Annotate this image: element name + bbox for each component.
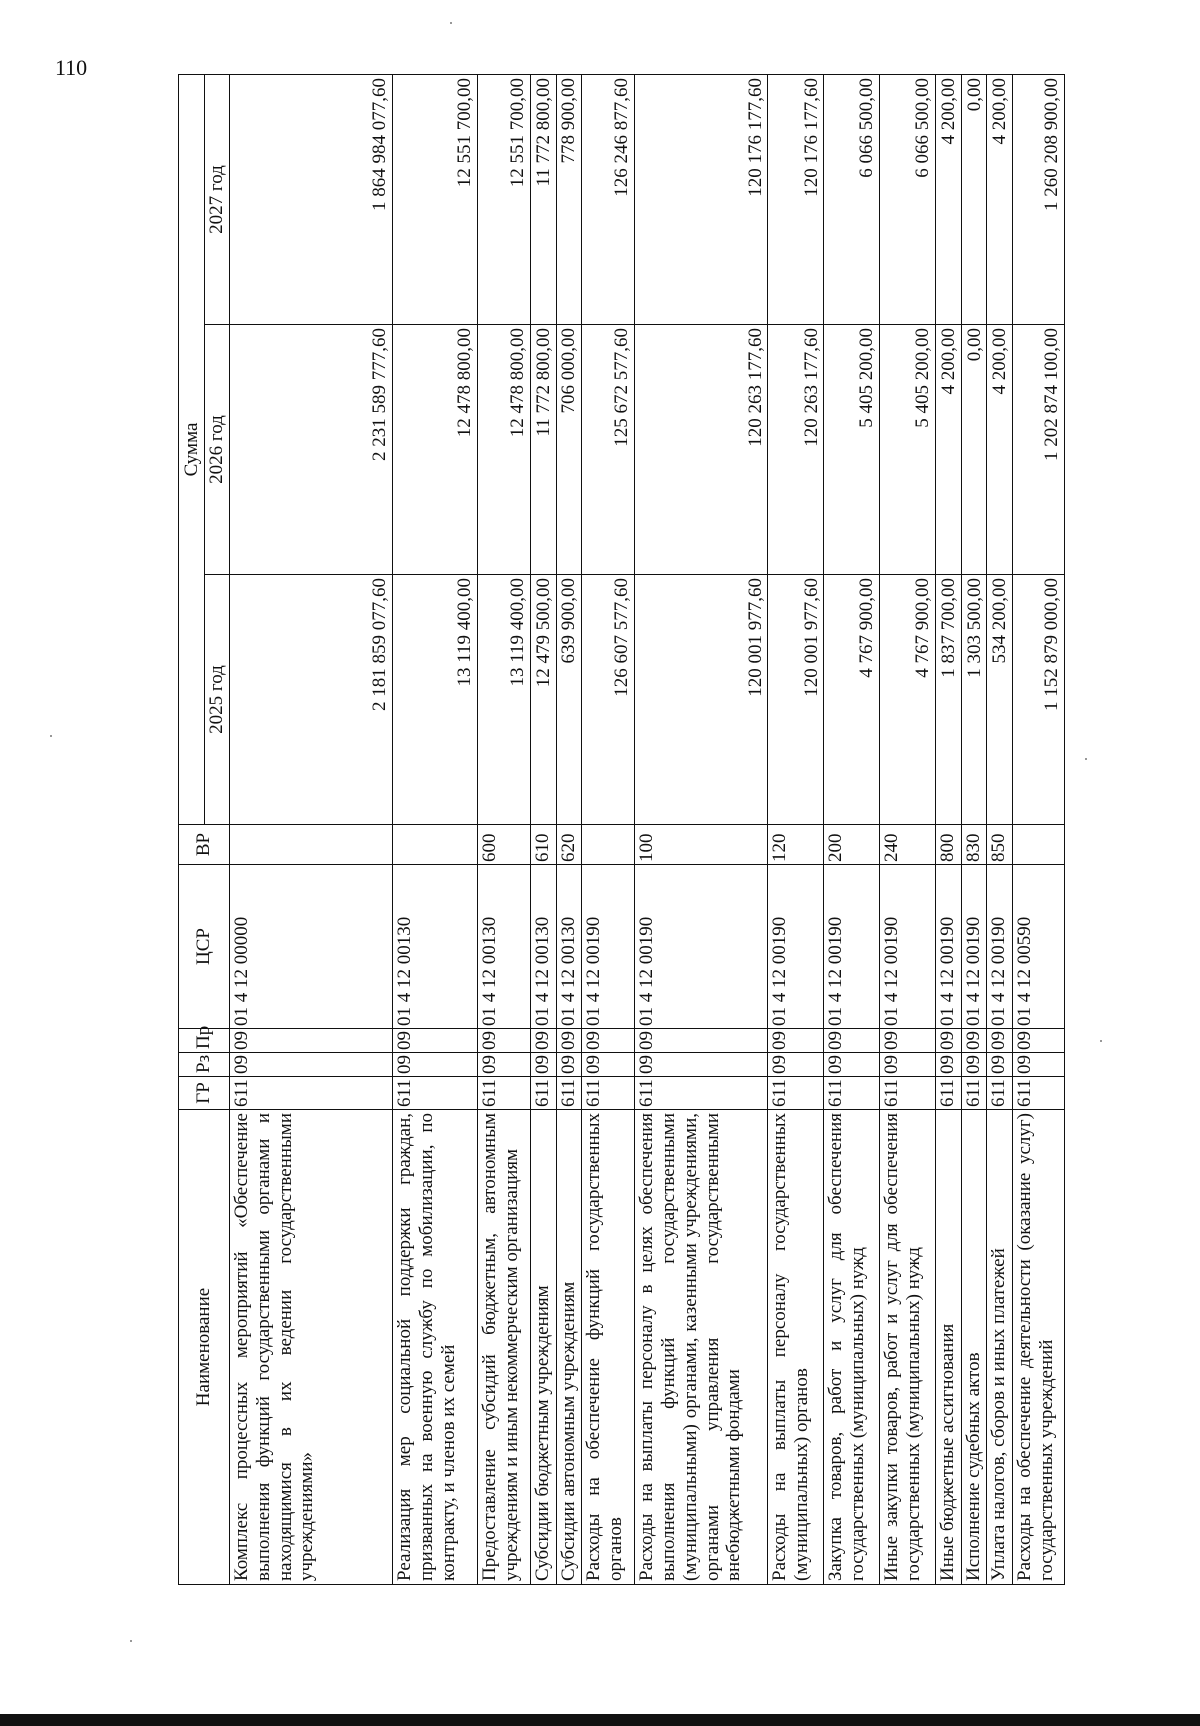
- cell-gr: 611: [530, 1077, 556, 1110]
- cell-pr: 09: [582, 1029, 635, 1053]
- cell-pr: 09: [936, 1029, 962, 1053]
- cell-pr: 09: [1013, 1029, 1065, 1053]
- cell-gr: 611: [556, 1077, 582, 1110]
- cell-name: Субсидии бюджетным учреждениям: [530, 1110, 556, 1585]
- cell-amount-2025: 639 900,00: [556, 575, 582, 825]
- cell-amount-2027: 120 176 177,60: [768, 74, 824, 324]
- cell-gr: 611: [229, 1077, 392, 1110]
- header-csr: ЦСР: [179, 865, 230, 1029]
- cell-amount-2027: 1 260 208 900,00: [1013, 74, 1065, 324]
- table-row: [880, 74, 936, 1584]
- cell-name: Уплата налогов, сборов и иных платежей: [987, 1110, 1013, 1585]
- cell-amount-2027: 4 200,00: [987, 74, 1013, 324]
- cell-amount-2025: 2 181 859 077,60: [229, 575, 392, 825]
- cell-pr: 09: [478, 1029, 531, 1053]
- cell-rz: 09: [478, 1053, 531, 1077]
- cell-csr: 01 4 12 00190: [961, 865, 987, 1029]
- header-year-2027: 2027 год: [205, 74, 230, 324]
- cell-csr: 01 4 12 00190: [635, 865, 768, 1029]
- header-year-2025: 2025 год: [205, 575, 230, 825]
- table-header: [179, 74, 230, 1584]
- cell-vr: [1013, 825, 1065, 865]
- cell-rz: 09: [229, 1053, 392, 1077]
- scan-speck: [450, 22, 452, 24]
- cell-amount-2027: 4 200,00: [936, 74, 962, 324]
- cell-amount-2026: 5 405 200,00: [880, 325, 936, 575]
- cell-amount-2025: 126 607 577,60: [582, 575, 635, 825]
- header-sum: Сумма: [179, 74, 205, 824]
- cell-amount-2025: 4 767 900,00: [824, 575, 880, 825]
- cell-pr: 09: [987, 1029, 1013, 1053]
- cell-amount-2026: 120 263 177,60: [635, 325, 768, 575]
- budget-table-container: [178, 75, 1065, 1585]
- scan-speck: [130, 1640, 132, 1642]
- table-row: [229, 74, 392, 1584]
- cell-csr: 01 4 12 00130: [530, 865, 556, 1029]
- cell-vr: 830: [961, 825, 987, 865]
- cell-name: Расходы на обеспечение функций государственных органов: [582, 1110, 635, 1585]
- cell-pr: 09: [768, 1029, 824, 1053]
- cell-name: Закупка товаров, работ и услуг для обеспечения государственных (муниципальных) нужд: [824, 1110, 880, 1585]
- cell-vr: [393, 825, 478, 865]
- cell-amount-2027: 0,00: [961, 74, 987, 324]
- cell-amount-2027: 1 864 984 077,60: [229, 74, 392, 324]
- budget-table: [178, 74, 1065, 1585]
- cell-amount-2026: 12 478 800,00: [393, 325, 478, 575]
- cell-amount-2027: 6 066 500,00: [880, 74, 936, 324]
- cell-vr: 620: [556, 825, 582, 865]
- cell-amount-2027: 12 551 700,00: [478, 74, 531, 324]
- cell-amount-2026: 5 405 200,00: [824, 325, 880, 575]
- cell-amount-2026: 0,00: [961, 325, 987, 575]
- cell-amount-2027: 126 246 877,60: [582, 74, 635, 324]
- cell-name: Расходы на обеспечение деятельности (оказание услуг) государственных учреждений: [1013, 1110, 1065, 1585]
- table-row: [987, 74, 1013, 1584]
- cell-vr: 100: [635, 825, 768, 865]
- cell-amount-2025: 13 119 400,00: [393, 575, 478, 825]
- cell-pr: 09: [824, 1029, 880, 1053]
- table-row: [768, 74, 824, 1584]
- cell-amount-2026: 4 200,00: [987, 325, 1013, 575]
- cell-csr: 01 4 12 00190: [987, 865, 1013, 1029]
- table-row: [478, 74, 531, 1584]
- cell-gr: 611: [880, 1077, 936, 1110]
- scan-speck: [50, 735, 52, 737]
- cell-amount-2025: 4 767 900,00: [880, 575, 936, 825]
- table-row: [1013, 74, 1065, 1584]
- cell-csr: 01 4 12 00190: [936, 865, 962, 1029]
- cell-pr: 09: [229, 1029, 392, 1053]
- cell-csr: 01 4 12 00590: [1013, 865, 1065, 1029]
- header-gr: ГР: [179, 1077, 230, 1110]
- cell-rz: 09: [824, 1053, 880, 1077]
- cell-amount-2026: 1 202 874 100,00: [1013, 325, 1065, 575]
- cell-amount-2025: 12 479 500,00: [530, 575, 556, 825]
- cell-csr: 01 4 12 00190: [768, 865, 824, 1029]
- cell-amount-2026: 125 672 577,60: [582, 325, 635, 575]
- cell-gr: 611: [987, 1077, 1013, 1110]
- cell-name: Комплекс процессных мероприятий «Обеспечение выполнения функций государственными органами и находящимися в их ведении государственными учреждениями»: [229, 1110, 392, 1585]
- cell-csr: 01 4 12 00130: [393, 865, 478, 1029]
- cell-pr: 09: [635, 1029, 768, 1053]
- cell-gr: 611: [824, 1077, 880, 1110]
- cell-rz: 09: [936, 1053, 962, 1077]
- cell-vr: [582, 825, 635, 865]
- cell-gr: 611: [768, 1077, 824, 1110]
- cell-amount-2026: 2 231 589 777,60: [229, 325, 392, 575]
- cell-amount-2025: 13 119 400,00: [478, 575, 531, 825]
- cell-name: Реализация мер социальной поддержки граждан, призванных на военную службу по мобилизации, по контракту, и членов их семей: [393, 1110, 478, 1585]
- cell-gr: 611: [1013, 1077, 1065, 1110]
- header-pr: Пр: [179, 1029, 230, 1053]
- cell-amount-2026: 706 000,00: [556, 325, 582, 575]
- cell-amount-2025: 120 001 977,60: [635, 575, 768, 825]
- page-number: 110: [55, 55, 88, 80]
- cell-rz: 09: [768, 1053, 824, 1077]
- table-row: [936, 74, 962, 1584]
- cell-amount-2026: 120 263 177,60: [768, 325, 824, 575]
- cell-rz: 09: [987, 1053, 1013, 1077]
- header-vr: ВР: [179, 825, 230, 865]
- cell-name: Субсидии автономным учреждениям: [556, 1110, 582, 1585]
- table-row: [393, 74, 478, 1584]
- header-name: Наименование: [179, 1110, 230, 1585]
- cell-pr: 09: [530, 1029, 556, 1053]
- cell-csr: 01 4 12 00130: [556, 865, 582, 1029]
- table-row: [824, 74, 880, 1584]
- scan-edge-bar: [0, 1714, 1200, 1726]
- cell-csr: 01 4 12 00190: [824, 865, 880, 1029]
- cell-rz: 09: [880, 1053, 936, 1077]
- cell-pr: 09: [880, 1029, 936, 1053]
- cell-rz: 09: [961, 1053, 987, 1077]
- table-row: [635, 74, 768, 1584]
- cell-gr: 611: [478, 1077, 531, 1110]
- scan-speck: [1100, 1040, 1102, 1042]
- cell-vr: 120: [768, 825, 824, 865]
- cell-amount-2026: 12 478 800,00: [478, 325, 531, 575]
- table-body: [229, 74, 1064, 1584]
- cell-rz: 09: [1013, 1053, 1065, 1077]
- header-year-2026: 2026 год: [205, 325, 230, 575]
- cell-vr: [229, 825, 392, 865]
- cell-rz: 09: [556, 1053, 582, 1077]
- cell-name: Иные закупки товаров, работ и услуг для обеспечения государственных (муниципальных) нужд: [880, 1110, 936, 1585]
- header-rz: Рз: [179, 1053, 230, 1077]
- cell-name: Расходы на выплаты персоналу государственных (муниципальных) органов: [768, 1110, 824, 1585]
- table-row: [582, 74, 635, 1584]
- cell-rz: 09: [530, 1053, 556, 1077]
- cell-vr: 800: [936, 825, 962, 865]
- cell-name: Расходы на выплаты персоналу в целях обеспечения выполнения функций государственными (муниципальными) органами, казенными учреждениями, органами управления государственными внебюджетными фондами: [635, 1110, 768, 1585]
- table-row: [556, 74, 582, 1584]
- cell-amount-2027: 778 900,00: [556, 74, 582, 324]
- cell-gr: 611: [582, 1077, 635, 1110]
- cell-csr: 01 4 12 00190: [880, 865, 936, 1029]
- scan-speck: [1085, 758, 1087, 760]
- cell-gr: 611: [635, 1077, 768, 1110]
- cell-gr: 611: [961, 1077, 987, 1110]
- cell-vr: 240: [880, 825, 936, 865]
- cell-rz: 09: [635, 1053, 768, 1077]
- cell-amount-2027: 6 066 500,00: [824, 74, 880, 324]
- cell-vr: 600: [478, 825, 531, 865]
- cell-csr: 01 4 12 00190: [582, 865, 635, 1029]
- cell-amount-2025: 534 200,00: [987, 575, 1013, 825]
- cell-pr: 09: [961, 1029, 987, 1053]
- cell-vr: 850: [987, 825, 1013, 865]
- cell-name: Исполнение судебных актов: [961, 1110, 987, 1585]
- table-row: [961, 74, 987, 1584]
- cell-amount-2027: 11 772 800,00: [530, 74, 556, 324]
- cell-pr: 09: [556, 1029, 582, 1053]
- cell-name: Предоставление субсидий бюджетным, автономным учреждениям и иным некоммерческим организациям: [478, 1110, 531, 1585]
- cell-vr: 200: [824, 825, 880, 865]
- cell-gr: 611: [393, 1077, 478, 1110]
- cell-amount-2025: 1 837 700,00: [936, 575, 962, 825]
- cell-rz: 09: [393, 1053, 478, 1077]
- cell-pr: 09: [393, 1029, 478, 1053]
- cell-amount-2025: 1 303 500,00: [961, 575, 987, 825]
- cell-name: Иные бюджетные ассигнования: [936, 1110, 962, 1585]
- cell-csr: 01 4 12 00130: [478, 865, 531, 1029]
- cell-amount-2025: 120 001 977,60: [768, 575, 824, 825]
- cell-amount-2027: 12 551 700,00: [393, 74, 478, 324]
- cell-vr: 610: [530, 825, 556, 865]
- cell-amount-2025: 1 152 879 000,00: [1013, 575, 1065, 825]
- cell-amount-2027: 120 176 177,60: [635, 74, 768, 324]
- cell-csr: 01 4 12 00000: [229, 865, 392, 1029]
- table-row: [530, 74, 556, 1584]
- cell-gr: 611: [936, 1077, 962, 1110]
- cell-amount-2026: 11 772 800,00: [530, 325, 556, 575]
- cell-amount-2026: 4 200,00: [936, 325, 962, 575]
- cell-rz: 09: [582, 1053, 635, 1077]
